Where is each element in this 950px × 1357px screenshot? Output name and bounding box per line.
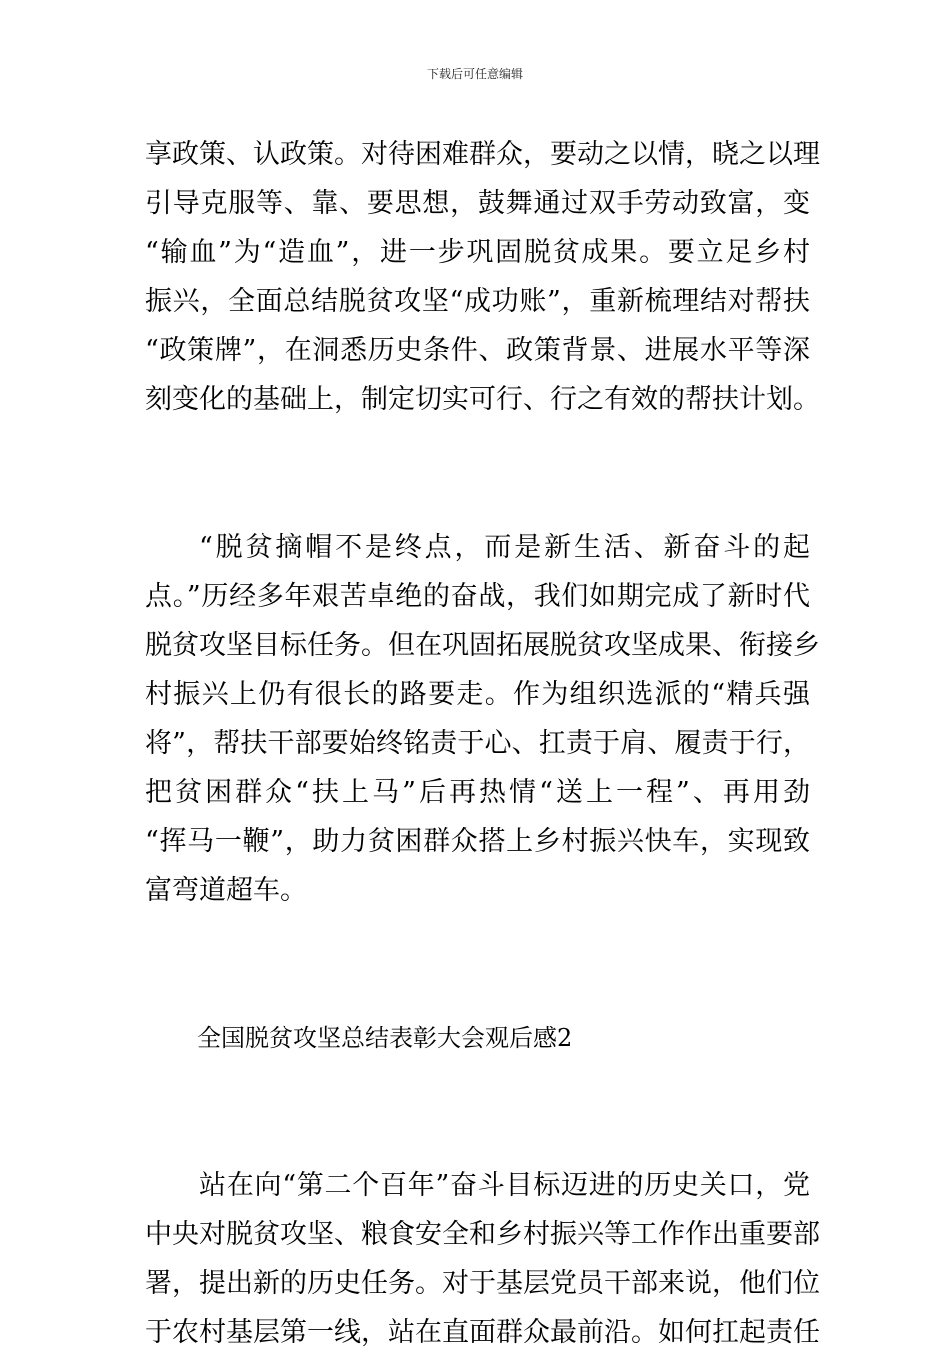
text-line: 村振兴上仍有很长的路要走。作为组织选派的“精兵强	[145, 679, 810, 710]
text-line: 把贫困群众“扶上马”后再热情“送上一程”、再用劲	[145, 777, 810, 808]
text-line: “脱贫摘帽不是终点，而是新生活、新奋斗的起	[199, 532, 810, 563]
text-line: 于农村基层第一线，站在直面群众最前沿。如何扛起责任	[145, 1317, 820, 1348]
page-header: 下载后可任意编辑	[426, 67, 523, 81]
text-line: 享政策、认政策。对待困难群众，要动之以情，晓之以理	[145, 139, 820, 170]
text-line: 中央对脱贫攻坚、粮食安全和乡村振兴等工作作出重要部	[145, 1219, 820, 1250]
paragraph-3	[145, 1161, 820, 1357]
text-line: 署，提出新的历史任务。对于基层党员干部来说，他们位	[145, 1268, 820, 1299]
text-line: 引导克服等、靠、要思想，鼓舞通过双手劳动致富，变	[145, 188, 810, 219]
paragraph-2	[145, 523, 820, 915]
text-line: 富弯道超车。	[145, 875, 307, 906]
text-line: 振兴，全面总结脱贫攻坚“成功账”，重新梳理结对帮扶	[145, 286, 810, 317]
paragraph-1	[145, 130, 820, 424]
text-line: 脱贫攻坚目标任务。但在巩固拓展脱贫攻坚成果、衔接乡	[145, 630, 820, 661]
text-line: 点。”历经多年艰苦卓绝的奋战，我们如期完成了新时代	[145, 581, 810, 612]
document-body	[145, 130, 820, 1357]
text-line: 站在向“第二个百年”奋斗目标迈进的历史关口，党	[199, 1170, 810, 1201]
text-line: 将”，帮扶干部要始终铭责于心、扛责于肩、履责于行，	[145, 728, 810, 759]
text-line: 刻变化的基础上，制定切实可行、行之有效的帮扶计划。	[145, 384, 820, 415]
paragraph-spacer	[145, 1063, 810, 1161]
paragraph-spacer	[145, 915, 810, 1014]
text-line: “挥马一鞭”，助力贫困群众搭上乡村振兴快车，实现致	[145, 826, 810, 857]
text-line: “输血”为“造血”，进一步巩固脱贫成果。要立足乡村	[145, 237, 810, 268]
text-line: “政策牌”，在洞悉历史条件、政策背景、进展水平等深	[145, 335, 810, 366]
section-heading: 全国脱贫攻坚总结表彰大会观后感2	[197, 1024, 573, 1052]
paragraph-spacer	[145, 424, 810, 523]
